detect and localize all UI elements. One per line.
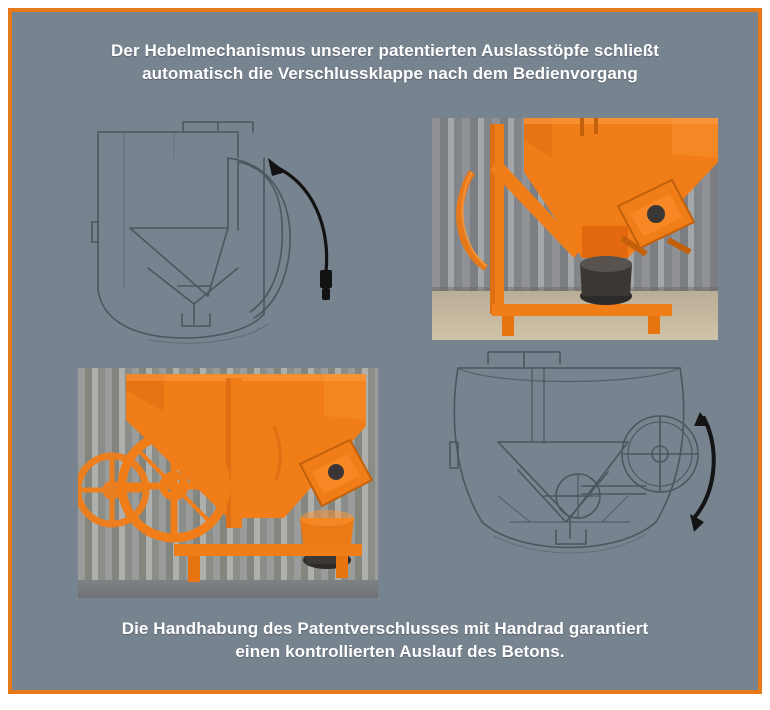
bottom-caption-line-2: einen kontrollierten Auslauf des Betons. [235,642,565,662]
figure-frame [8,8,762,694]
figure-panel [12,12,758,690]
drawing-handwheel-svg [432,346,732,596]
top-caption [36,40,734,86]
photo-outlet-pot-handwheel [78,368,378,598]
image-grid [34,110,738,604]
bottom-caption [36,618,734,664]
photo-bucket-overlay [432,118,718,340]
drawing-lever-svg [78,118,378,354]
technical-drawing-lever-mechanism [78,118,378,354]
photo-outlet-pot-lever [432,118,718,340]
technical-drawing-handwheel [432,346,732,596]
photo-handwheel-overlay [78,368,378,598]
bottom-caption-line-1: Die Handhabung des Patentverschlusses mit Handrad garantiert [121,619,649,639]
top-caption-line-1: Der Hebelmechanismus unserer patentierten Auslasstöpfe schließt [111,41,659,60]
top-caption-line-2: automatisch die Verschlussklappe nach dem Bedienvorgang [142,63,638,83]
